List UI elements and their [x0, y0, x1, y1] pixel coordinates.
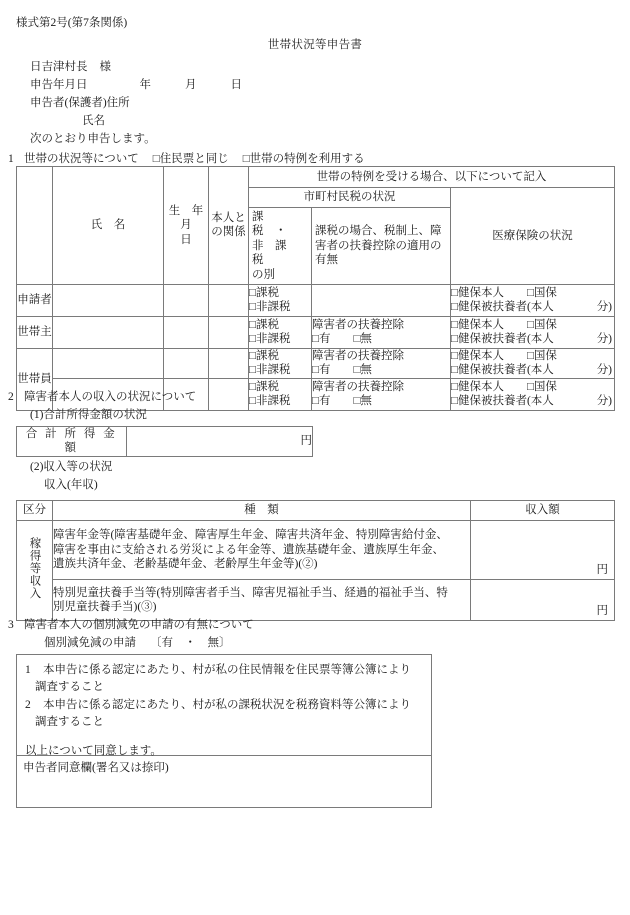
section2-sub2: (2)収入等の状況 — [30, 461, 113, 473]
section2-heading — [8, 388, 196, 404]
consent-term-1 — [25, 662, 423, 697]
signature-field[interactable] — [17, 755, 431, 807]
kind-line1: 障害年金等(障害基礎年金、障害厚生年金、障害共済年金、特別障害給付金、 — [53, 529, 448, 542]
consent-agree-sentence: 以上について同意します。 — [25, 745, 162, 757]
cell-relation-member-2[interactable] — [209, 378, 249, 410]
insurance-line2[interactable]: □健保被扶養者(本人 — [451, 301, 554, 314]
income-kind-pension — [53, 521, 471, 580]
section2-sub1: (1)合計所得金額の状況 — [30, 409, 147, 421]
section1-title: 世帯の状況等について — [24, 153, 139, 165]
deduction-options[interactable]: □有 □無 — [312, 333, 372, 346]
section2-number: 2 — [8, 391, 14, 403]
total-income-field[interactable] — [127, 427, 313, 457]
tax-option-taxable[interactable]: □課税 — [249, 319, 279, 331]
insurance-share-suffix: 分) — [596, 364, 613, 377]
insurance-line1[interactable]: □健保本人 □国保 — [451, 287, 557, 299]
cell-birthdate-member-1[interactable] — [164, 348, 209, 378]
insurance-share-suffix: 分) — [596, 301, 613, 314]
header-birthdate — [164, 167, 215, 285]
page-title: 世帯状況等申告書 — [267, 39, 363, 51]
cell-name-householder[interactable] — [53, 316, 164, 348]
year-unit[interactable]: 年 — [139, 79, 151, 91]
consent-term-2-number: 2 — [25, 698, 31, 711]
table-header-row — [17, 501, 615, 521]
cell-tax-type-applicant[interactable] — [249, 284, 312, 316]
cell-insurance-member-2[interactable] — [451, 378, 615, 410]
insurance-line1[interactable]: □健保本人 □国保 — [451, 380, 557, 393]
addressee-honorific: 様 — [99, 61, 111, 73]
table-row — [17, 316, 615, 348]
insurance-line2[interactable]: □健保被扶養者(本人 — [451, 395, 554, 408]
consent-terms — [17, 655, 431, 755]
consent-term-2 — [25, 697, 423, 732]
table-row — [17, 427, 313, 457]
section3-number: 3 — [8, 619, 14, 631]
header-relation-line1: 本人と — [211, 212, 246, 225]
deduction-title: 障害者の扶養控除 — [312, 349, 404, 362]
header-relation — [209, 167, 249, 285]
month-unit[interactable]: 月 — [185, 79, 197, 91]
amount-unit: 円 — [596, 604, 608, 617]
cell-relation-householder[interactable] — [209, 316, 249, 348]
insurance-line2-wrap[interactable] — [451, 332, 614, 346]
income-kind-table — [16, 500, 615, 621]
consent-term-2-line1: 本申告に係る認定にあたり、村が私の課税状況を税務資料等公簿により — [43, 698, 411, 711]
table-row — [17, 580, 615, 621]
total-income-table — [16, 426, 313, 457]
table-header-row-1 — [17, 167, 615, 188]
applicant-name-label: 氏名 — [82, 115, 105, 127]
header-municipal-tax-span: 市町村民税の状況 — [249, 188, 451, 208]
consent-term-2-line2: 調査すること — [35, 715, 104, 728]
header-relation-line2: の関係 — [211, 226, 246, 239]
consent-term-1-line2: 調査すること — [35, 681, 104, 694]
deduction-title: 障害者の扶養控除 — [312, 380, 404, 393]
cell-insurance-householder[interactable] — [451, 316, 615, 348]
cell-deduction-member-2[interactable] — [312, 378, 451, 410]
insurance-share-suffix: 分) — [596, 333, 613, 346]
insurance-line2[interactable]: □健保被扶養者(本人 — [451, 333, 554, 346]
cell-deduction-member-1[interactable] — [312, 348, 451, 378]
cell-relation-applicant[interactable] — [209, 284, 249, 316]
insurance-line2-wrap[interactable] — [451, 300, 614, 314]
income-amount-allowance[interactable] — [471, 580, 615, 621]
insurance-share-suffix: 分) — [596, 395, 613, 408]
declaration-date-line — [30, 76, 242, 92]
tax-option-nontaxable[interactable]: □非課税 — [249, 364, 291, 377]
cell-insurance-member-1[interactable] — [451, 348, 615, 378]
table-row — [17, 284, 615, 316]
cell-insurance-applicant[interactable] — [451, 284, 615, 316]
tax-option-taxable[interactable]: □課税 — [249, 287, 279, 299]
income-amount-pension[interactable] — [471, 521, 615, 580]
checkbox-same-as-residence[interactable]: □住民票と同じ — [152, 153, 229, 165]
header-taxable-type — [249, 208, 312, 285]
insurance-line2-wrap[interactable] — [451, 394, 614, 408]
section1-heading — [8, 150, 365, 166]
table-row — [17, 521, 615, 580]
header-disability-deduction — [312, 208, 451, 285]
section3-application-label: 個別減免減の申請 — [44, 637, 136, 649]
consent-box — [16, 654, 432, 808]
household-status-table — [16, 166, 615, 411]
cell-deduction-applicant[interactable] — [312, 284, 451, 316]
tax-option-taxable[interactable]: □課税 — [249, 380, 279, 393]
tax-option-nontaxable[interactable]: □非課税 — [249, 333, 291, 346]
tax-option-nontaxable[interactable]: □非課税 — [249, 301, 291, 314]
insurance-line1[interactable]: □健保本人 □国保 — [451, 349, 557, 362]
day-unit[interactable]: 日 — [230, 79, 242, 91]
kind-line2: 別児童扶養手当)(③) — [53, 601, 157, 613]
checkbox-use-household-special[interactable]: □世帯の特例を利用する — [242, 153, 365, 165]
section3-application-line — [44, 634, 231, 650]
row-category-householder: 世帯主 — [17, 316, 53, 348]
addressee-name: 日吉津村長 — [30, 61, 88, 73]
header-blank-corner — [17, 167, 53, 285]
header-income-category: 区分 — [17, 501, 53, 521]
header-name: 氏 名 — [53, 167, 164, 285]
income-category-vertical-label — [17, 521, 53, 621]
addressee-line — [30, 58, 111, 74]
deduction-options[interactable]: □有 □無 — [312, 395, 372, 408]
header-taxable-line3: の別 — [252, 268, 275, 281]
tax-option-taxable[interactable]: □課税 — [249, 349, 279, 362]
header-special-case-span: 世帯の特例を受ける場合、以下について記入 — [249, 167, 615, 188]
total-income-label: 合 計 所 得 金 額 — [17, 427, 127, 457]
insurance-line1[interactable]: □健保本人 □国保 — [451, 319, 557, 331]
insurance-line2-wrap[interactable] — [451, 363, 614, 377]
header-income-kind: 種 類 — [53, 501, 471, 521]
header-taxable-line2: 非 課 税 — [252, 239, 298, 267]
deduction-title: 障害者の扶養控除 — [312, 319, 404, 331]
section2-sub2-note: 収入(年収) — [44, 479, 98, 491]
cell-tax-type-householder[interactable] — [249, 316, 312, 348]
declaration-date-label: 申告年月日 — [30, 79, 88, 91]
header-insurance: 医療保険の状況 — [451, 188, 615, 285]
cell-tax-type-member-2[interactable] — [249, 378, 312, 410]
deduction-options[interactable]: □有 □無 — [312, 364, 372, 377]
section3-heading — [8, 616, 254, 632]
row-category-household-member: 世帯員 — [17, 348, 53, 410]
cell-birthdate-householder[interactable] — [164, 316, 209, 348]
row-category-applicant: 申請者 — [17, 284, 53, 316]
form-number: 様式第2号(第7条関係) — [16, 17, 128, 29]
cell-name-member-1[interactable] — [53, 348, 164, 378]
section2-title: 障害者本人の収入の状況について — [24, 391, 197, 403]
header-taxable-line1: 課 税 ・ — [252, 211, 287, 238]
header-income-amount: 収入額 — [471, 501, 615, 521]
kind-line2: 障害を事由に支給される労災による年金等、遺族基礎年金、遺族厚生年金、 — [53, 543, 444, 556]
header-deduction-line2: 害者の扶養控除の適用の — [315, 239, 442, 252]
section3-title: 障害者本人の個別減免の申請の有無について — [24, 619, 254, 631]
kind-line3: 遺族共済年金、老齢基礎年金、老齢厚生年金等)(②) — [53, 558, 318, 571]
cell-birthdate-applicant[interactable] — [164, 284, 209, 316]
tax-option-nontaxable[interactable]: □非課税 — [249, 395, 291, 408]
insurance-line2[interactable]: □健保被扶養者(本人 — [451, 364, 554, 377]
table-row — [17, 348, 615, 378]
signature-label: 申告者同意欄(署名又は捺印) — [23, 762, 169, 774]
section1-number: 1 — [8, 153, 14, 165]
cell-deduction-householder[interactable] — [312, 316, 451, 348]
header-birthdate-line2: 月 日 — [180, 219, 215, 246]
declaration-sentence: 次のとおり申告します。 — [30, 133, 156, 145]
applicant-address-label: 申告者(保護者)住所 — [30, 97, 130, 109]
consent-term-1-number: 1 — [25, 664, 31, 676]
cell-name-applicant[interactable] — [53, 284, 164, 316]
income-kind-allowance — [53, 580, 471, 621]
total-income-unit: 円 — [300, 435, 312, 448]
header-birthdate-line1: 生 年 — [168, 204, 204, 217]
amount-unit: 円 — [596, 563, 608, 576]
section3-choice[interactable]: 〔有 ・ 無〕 — [150, 637, 231, 649]
header-deduction-line3: 有無 — [315, 254, 338, 267]
income-category-text: 稼得等収入 — [28, 537, 41, 600]
kind-line1: 特別児童扶養手当等(特別障害者手当、障害児福祉手当、経過的福祉手当、特 — [53, 586, 448, 599]
consent-term-1-line1: 本申告に係る認定にあたり、村が私の住民情報を住民票等簿公簿により — [43, 664, 411, 676]
cell-relation-member-1[interactable] — [209, 348, 249, 378]
cell-tax-type-member-1[interactable] — [249, 348, 312, 378]
header-deduction-line1: 課税の場合、税制上、障 — [315, 225, 442, 238]
